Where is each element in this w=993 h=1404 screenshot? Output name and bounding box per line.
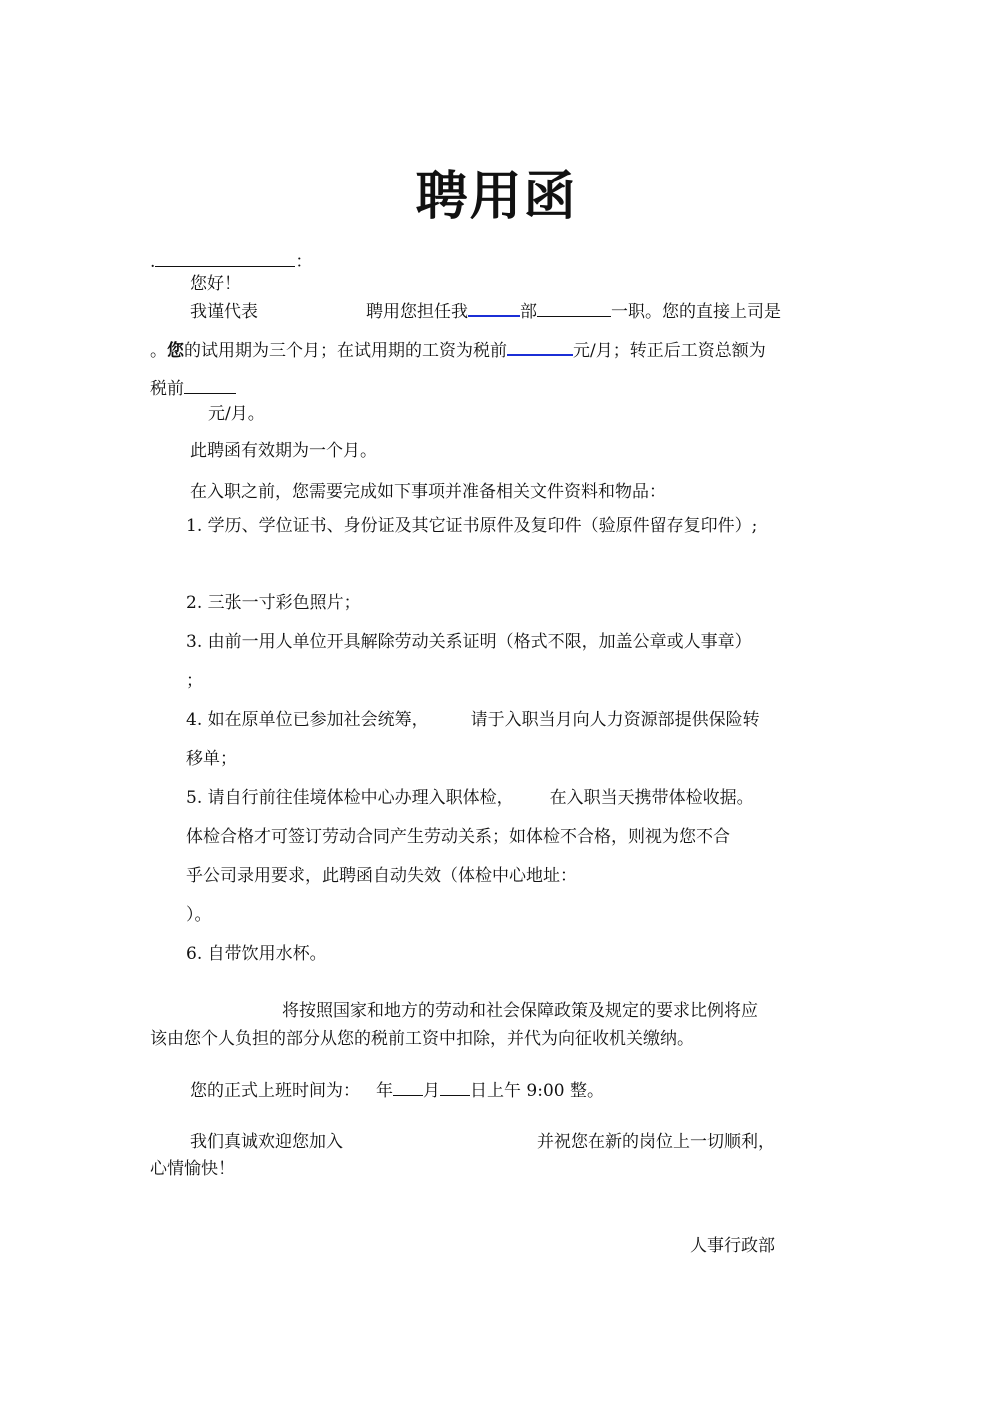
- intro-part-2: 聘用您担任我: [366, 302, 468, 322]
- recipient-name-blank: [155, 250, 295, 267]
- tax-line-1: 将按照国家和地方的劳动和社会保障政策及规定的要求比例将应: [282, 1001, 758, 1021]
- probation-salary-blank: [507, 338, 573, 356]
- salutation-colon: ：: [295, 252, 313, 272]
- position-blank: [537, 300, 611, 317]
- list-item-5-part-b: 在入职当天携带体检收据。: [549, 788, 754, 808]
- list-item-4-cont: 移单；: [186, 749, 237, 769]
- welcome-part-1: 我们真诚欢迎您加入: [190, 1132, 343, 1152]
- tax-line-2: 该由您个人负担的部分从您的税前工资中扣除，并代为向征收机关缴纳。: [150, 1029, 694, 1049]
- intro-part-4: 一职。您的直接上司是: [611, 302, 781, 322]
- list-item-4: [186, 709, 760, 731]
- probation-dot: 。: [150, 341, 167, 361]
- intro-part-3: 部: [520, 302, 537, 322]
- list-item-4-part-b: 请于入职当月向人力资源部提供保险转: [470, 710, 760, 730]
- signature: 人事行政部: [690, 1236, 775, 1256]
- list-item-3-end: ；: [186, 671, 203, 691]
- list-item-6: 6. 自带饮用水杯。: [186, 944, 327, 964]
- regular-salary-blank: [184, 377, 236, 394]
- after-unit: 元/月。: [208, 404, 265, 424]
- list-item-2: 2. 三张一寸彩色照片；: [186, 593, 361, 613]
- start-year: 年: [376, 1081, 393, 1101]
- welcome-line-2: 心情愉快！: [150, 1159, 235, 1179]
- probation-text: 的试用期为三个月；在试用期的工资为税前: [184, 341, 507, 361]
- after-tax-line: [150, 377, 236, 400]
- list-item-5-part-a: 5. 请自行前往佳境体检中心办理入职体检，: [186, 788, 514, 808]
- list-item-5-line-4: ）。: [186, 905, 212, 925]
- start-time-label: 您的正式上班时间为：: [190, 1081, 360, 1101]
- start-month: 月: [423, 1081, 440, 1101]
- start-month-blank: [393, 1079, 423, 1096]
- welcome-part-2: 并祝您在新的岗位上一切顺利，: [537, 1132, 775, 1152]
- salutation-lead: .: [150, 252, 156, 272]
- start-time-line: [190, 1079, 604, 1102]
- list-item-5: [186, 787, 754, 809]
- salutation-line: [150, 250, 312, 273]
- probation-you: 您: [167, 341, 184, 361]
- list-item-1: 1. 学历、学位证书、身份证及其它证书原件及复印件（验原件留存复印件）;: [186, 516, 758, 536]
- welcome-line: [190, 1131, 775, 1153]
- start-rest: 日上午 9:00 整。: [470, 1081, 604, 1101]
- intro-line: [190, 299, 781, 323]
- probation-line: [150, 338, 766, 362]
- validity-text: 此聘函有效期为一个月。: [190, 441, 377, 461]
- page-title: 聘用函: [415, 167, 578, 227]
- start-day-blank: [440, 1079, 470, 1096]
- after-tax-label: 税前: [150, 379, 184, 399]
- department-blank: [468, 299, 520, 317]
- list-item-5-line-2: 体检合格才可签订劳动合同产生劳动关系；如体检不合格，则视为您不合: [186, 827, 730, 847]
- probation-unit: 元/月；转正后工资总额为: [573, 341, 766, 361]
- prep-intro: 在入职之前，您需要完成如下事项并准备相关文件资料和物品：: [190, 482, 666, 502]
- greeting: 您好！: [190, 274, 241, 294]
- list-item-4-part-a: 4. 如在原单位已参加社会统筹，: [186, 710, 429, 730]
- intro-part-1: 我谨代表: [190, 302, 258, 322]
- list-item-5-line-3: 乎公司录用要求，此聘函自动失效（体检中心地址：: [186, 866, 577, 886]
- list-item-3: 3. 由前一用人单位开具解除劳动关系证明（格式不限，加盖公章或人事章）: [186, 632, 752, 652]
